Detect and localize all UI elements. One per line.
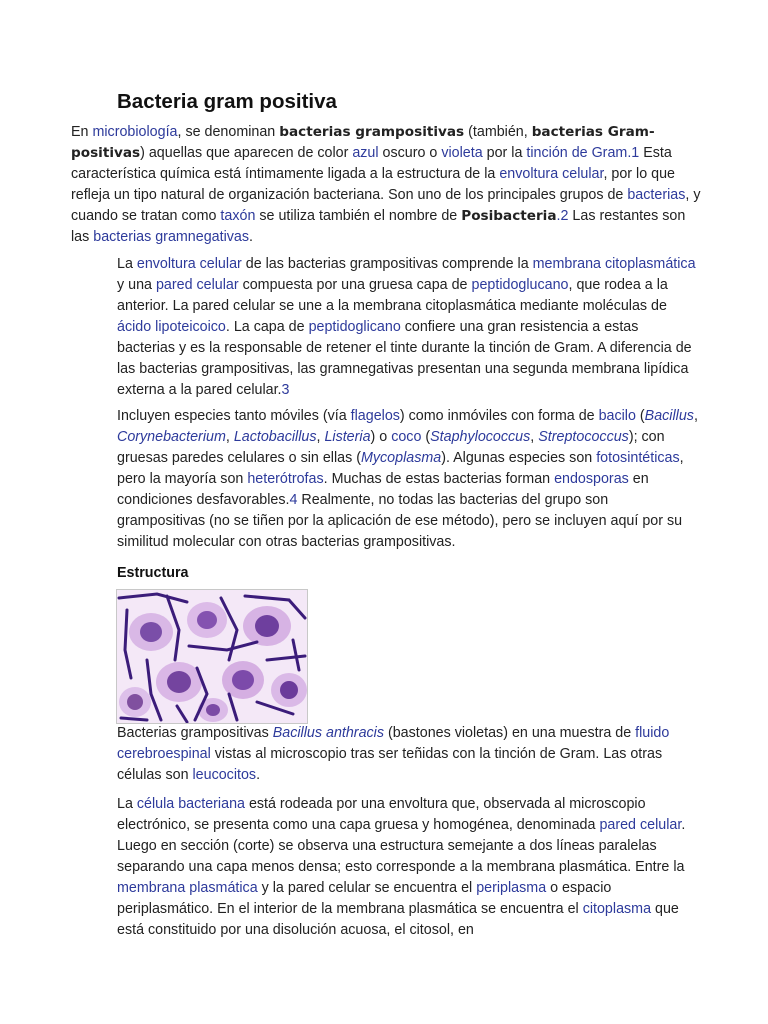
- text: o espacio periplasmático. En el interior de la membrana plasmática se encuentra el: [117, 880, 612, 917]
- link-pared-celular[interactable]: pared celular: [155, 277, 239, 293]
- text: ); con gruesas paredes celulares o sin ellas (: [117, 429, 665, 466]
- section-heading: Estructura: [117, 565, 189, 581]
- text: , se denominan: [177, 124, 280, 140]
- text: ,: [225, 429, 234, 445]
- text: (bastones violetas) en una muestra de: [384, 725, 636, 741]
- link-fotosinteticas[interactable]: fotosintéticas: [596, 450, 680, 466]
- link-endosporas[interactable]: endosporas: [554, 471, 629, 487]
- link-celula-bacteriana[interactable]: célula bacteriana: [136, 796, 245, 812]
- text: .: [256, 767, 261, 783]
- link-azul[interactable]: azul: [352, 145, 379, 161]
- text: vistas al microscopio tras ser teñidas con la tinción de Gram. Las otras células son: [117, 746, 663, 783]
- text: ,: [530, 429, 539, 445]
- paragraph-especies: [117, 406, 699, 553]
- link-lactobacillus[interactable]: Lactobacillus: [233, 429, 317, 445]
- micrograph-image: [117, 590, 307, 723]
- text: Esta característica química está íntimamente ligada a la estructura de la: [71, 145, 672, 182]
- text: , que rodea a la anterior. La pared celular se une a la membrana citoplasmática mediante moléculas de: [117, 277, 668, 314]
- link-corynebacterium[interactable]: Corynebacterium: [117, 429, 226, 445]
- text: y la pared celular se encuentra el: [257, 880, 477, 896]
- text: ) o: [370, 429, 392, 445]
- text: Realmente, no todas las bacterias del grupo son grampositivas (no se tiñen por la aplicación de ese método), pero se incluyen aquí por su similitud molecular con otras bacterias grampositivas.: [117, 492, 683, 550]
- figure-caption: [117, 723, 699, 786]
- reference-link[interactable]: 3: [281, 382, 290, 398]
- text: que está constituido por una disolución acuosa, el citosol, en: [117, 901, 679, 938]
- link-bacilo[interactable]: bacilo: [598, 408, 636, 424]
- intro-paragraph: [71, 122, 701, 248]
- text: . Luego en sección (corte) se observa una estructura semejante a dos líneas paralelas separando una capa menos densa; esto corresponde a la membrana plasmática. Entre la: [117, 817, 686, 875]
- link-violeta[interactable]: violeta: [441, 145, 483, 161]
- link-fluido-cerebroespinal[interactable]: fluido cerebroespinal: [117, 725, 670, 762]
- text: , y cuando se tratan como: [71, 187, 701, 224]
- link-acido-lipoteicoico[interactable]: ácido lipoteicoico: [117, 319, 226, 335]
- text: , por lo que refleja un tipo natural de organización bacteriana. Son uno de los principales grupos de: [71, 166, 675, 203]
- link-citoplasma[interactable]: citoplasma: [582, 901, 652, 917]
- text: en condiciones desfavorables.: [117, 471, 649, 508]
- text: (: [635, 408, 645, 424]
- text: La: [117, 796, 137, 812]
- text: se utiliza también el nombre de: [255, 208, 462, 224]
- link-mycoplasma[interactable]: Mycoplasma: [360, 450, 442, 466]
- reference-link[interactable]: 4: [289, 492, 298, 508]
- text: Bacterias grampositivas: [117, 725, 273, 741]
- text: , pero la mayoría son: [117, 450, 684, 487]
- link-flagelos[interactable]: flagelos: [350, 408, 400, 424]
- link-listeria[interactable]: Listeria: [324, 429, 371, 445]
- bold-term: bacterias grampositivas: [279, 124, 465, 140]
- page-title: Bacteria gram positiva: [117, 90, 337, 113]
- link-streptococcus[interactable]: Streptococcus: [538, 429, 629, 445]
- bold-term: Posibacteria: [461, 208, 557, 224]
- link-membrana-plasmatica[interactable]: membrana plasmática: [117, 880, 258, 896]
- text: ,: [316, 429, 325, 445]
- link-peptidoglucano[interactable]: peptidoglucano: [471, 277, 569, 293]
- link-envoltura-celular[interactable]: envoltura celular: [499, 166, 604, 182]
- text: (: [421, 429, 431, 445]
- text: Las restantes son las: [71, 208, 686, 245]
- link-leucocitos[interactable]: leucocitos: [192, 767, 257, 783]
- text: ) aquellas que aparecen de color: [140, 145, 353, 161]
- text: de las bacterias grampositivas comprende la: [241, 256, 533, 272]
- link-staphylococcus[interactable]: Staphylococcus: [430, 429, 531, 445]
- text: por la: [482, 145, 527, 161]
- text: La: [117, 256, 137, 272]
- text: Incluyen especies tanto móviles (vía: [117, 408, 351, 424]
- text: está rodeada por una envoltura que, observada al microscopio electrónico, se presenta como una capa gruesa y homogénea, denominada: [117, 796, 646, 833]
- link-microbiologia[interactable]: microbiología: [92, 124, 178, 140]
- text: En: [71, 124, 93, 140]
- link-envoltura-celular[interactable]: envoltura celular: [136, 256, 242, 272]
- paragraph-envoltura: [117, 254, 699, 401]
- text: . La capa de: [225, 319, 309, 335]
- link-bacillus-anthracis[interactable]: Bacillus anthracis: [272, 725, 384, 741]
- text: ). Algunas especies son: [441, 450, 597, 466]
- link-heterotrofas[interactable]: heterótrofas: [247, 471, 324, 487]
- gram-stain-micrograph[interactable]: [116, 589, 308, 724]
- reference-link[interactable]: .2: [556, 208, 569, 224]
- text: (también,: [464, 124, 532, 140]
- text: ) como inmóviles con forma de: [399, 408, 599, 424]
- text: .: [249, 229, 253, 245]
- link-bacterias-gramnegativas[interactable]: bacterias gramnegativas: [93, 229, 250, 245]
- text: . Muchas de estas bacterias forman: [323, 471, 555, 487]
- text: confiere una gran resistencia a estas bacterias y es la responsable de retener el tinte durante la tinción de Gram. A diferencia de las bacterias grampositivas, las gramnegativas presentan una segunda membrana lipídica externa a la pared celular.: [117, 319, 692, 398]
- link-pared-celular[interactable]: pared celular: [599, 817, 682, 833]
- link-coco[interactable]: coco: [391, 429, 422, 445]
- text: oscuro o: [378, 145, 442, 161]
- text: y una: [117, 277, 156, 293]
- text: compuesta por una gruesa capa de: [238, 277, 472, 293]
- link-membrana-citoplasmatica[interactable]: membrana citoplasmática: [532, 256, 696, 272]
- link-peptidoglicano[interactable]: peptidoglicano: [308, 319, 401, 335]
- link-periplasma[interactable]: periplasma: [476, 880, 547, 896]
- text: ,: [693, 408, 698, 424]
- link-taxon[interactable]: taxón: [220, 208, 256, 224]
- paragraph-celula: [117, 794, 699, 941]
- reference-link[interactable]: .1: [627, 145, 640, 161]
- bold-term: bacterias Gram-positivas: [71, 124, 655, 161]
- link-bacillus[interactable]: Bacillus: [644, 408, 694, 424]
- link-bacterias[interactable]: bacterias: [627, 187, 686, 203]
- link-tincion-de-gram[interactable]: tinción de Gram: [526, 145, 628, 161]
